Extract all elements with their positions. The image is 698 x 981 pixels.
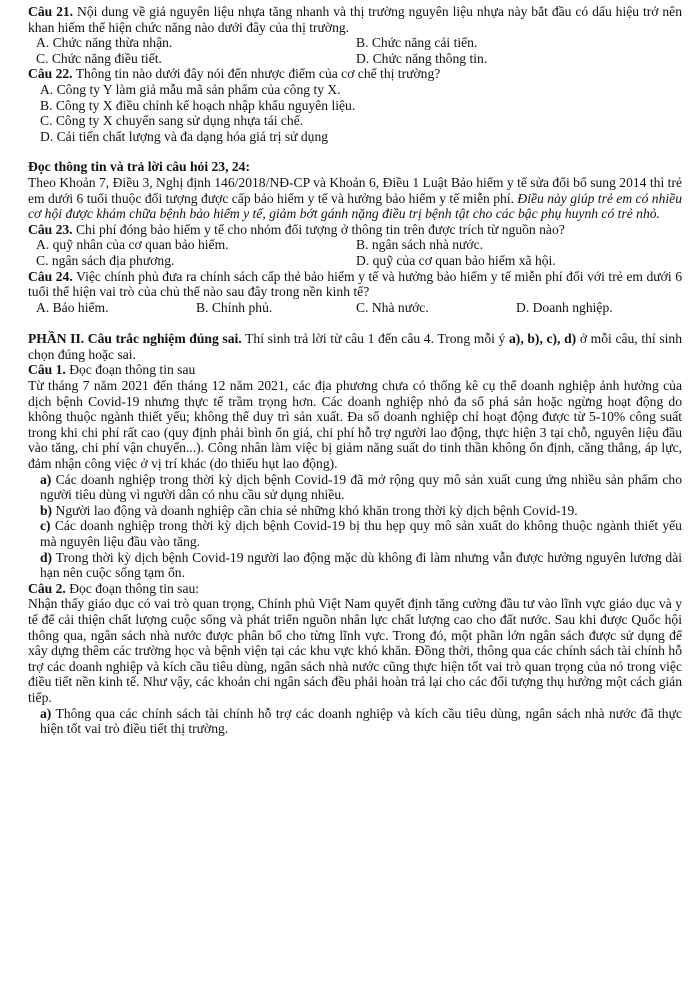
question-2-passage: Nhận thấy giáo dục có vai trò quan trọng, Chính phủ Việt Nam quyết định tăng cường đầu tư vào lĩnh vực giáo dục và y tế để cải thiện chất lượng cuộc sống và phát triển nguồn nhân lực chất lượng cao cho đất nước. Sau khi được Quốc hội thông qua, ngân sách nhà nước được phân bổ cho từng lĩnh vực. Trong đó, một phần lớn ngân sách được sử dụng để xây dựng thêm các trường học và bệnh viện tại các khu vực khó khăn. Đồng thời, thông qua các chính sách tài chính hỗ trợ các doanh nghiệp và kích cầu tiêu dùng, ngân sách nhà nước cũng thực hiện tốt vai trò quan trọng của nó trong việc điều tiết nền kinh tế. Như vậy, các khoản chi ngân sách đều phải hoàn trả lại cho các đối tượng thụ hưởng một cách gián tiếp.: [28, 596, 682, 705]
question-number: Câu 21.: [28, 4, 74, 19]
option-b: B. ngân sách nhà nước.: [356, 237, 484, 253]
option-c: C. Công ty X chuyển sang sử dụng nhựa tái chế.: [40, 113, 304, 129]
statement-c: [28, 518, 682, 549]
statement-text: Thông qua các chính sách tài chính hỗ trợ các doanh nghiệp và kích cầu tiêu dùng, ngân sách nhà nước đã thực hiện tốt vai trò điều tiết thị trường.: [40, 705, 683, 737]
statement-d: [28, 550, 682, 581]
option-a: A. Công ty Y làm giả mẫu mã sản phẩm của công ty X.: [40, 81, 341, 97]
option-b: B. Chức năng cải tiến.: [356, 35, 478, 51]
statement-text: Các doanh nghiệp trong thời kỳ dịch bệnh Covid-19 bị thu hẹp quy mô sản xuất do không thuộc ngành thiết yếu mà nguyên liệu đầu vào tăng.: [40, 518, 682, 549]
part2-intro-end: ở mỗi câu, thí sinh chọn đúng hoặc sai.: [28, 331, 682, 362]
question-text: Việc chính phủ đưa ra chính sách cấp thẻ bảo hiểm y tế và hưởng bảo hiểm y tế miễn phí đối với trẻ em dưới 6 tuổi thể hiện vai trò của chủ thể nào sau đây trong nền kinh tế?: [28, 268, 682, 300]
reading-passage: [28, 175, 682, 222]
option-a: A. Chức năng thừa nhận.: [36, 35, 173, 51]
question-22: [28, 66, 682, 82]
statement-label: a): [40, 705, 52, 721]
options-row: [28, 237, 682, 253]
statement-label: b): [40, 502, 53, 518]
option-c: C. ngân sách địa phương.: [36, 252, 175, 268]
question-number: Câu 22.: [28, 66, 73, 82]
reading-title: Đọc thông tin và trả lời câu hỏi 23, 24:: [28, 159, 251, 175]
option-b: B. Chính phủ.: [196, 299, 273, 315]
statement-label: d): [40, 549, 53, 565]
options-row: [28, 51, 682, 67]
question-number: Câu 1.: [28, 362, 66, 378]
option-c: C. Chức năng điều tiết.: [36, 50, 162, 66]
option-c: C. Nhà nước.: [356, 299, 429, 315]
reading-text: Theo Khoản 7, Điều 3, Nghị định 146/2018/NĐ-CP và Khoản 6, Điều 1 Luật Bảo hiểm y tế sửa đổi bổ sung 2014 thì trẻ em dưới 6 tuổi thuộc đối tượng được cấp bảo hiểm y tế và hưởng bảo hiểm y tế miễn phí.: [28, 174, 682, 206]
part2-title: PHẦN II. Câu trắc nghiệm đúng sai.: [28, 331, 242, 347]
option-b: B. Công ty X điều chỉnh kế hoạch nhập khẩu nguyên liệu.: [40, 97, 356, 113]
option-d: D. Doanh nghiệp.: [516, 299, 613, 315]
part2-options: a), b), c), d): [509, 331, 577, 347]
option-a: A. Bảo hiểm.: [36, 299, 109, 315]
question-text: Thông tin nào dưới đây nói đến nhược điểm của cơ chế thị trường?: [75, 66, 441, 82]
options-row: [28, 35, 682, 51]
statement-label: c): [40, 518, 51, 534]
statement-b: [28, 503, 682, 519]
statement-a: [28, 472, 682, 503]
question-23: [28, 222, 682, 238]
spacer: [28, 315, 682, 331]
question-21: [28, 4, 682, 35]
options-row: [28, 300, 682, 316]
question-2: [28, 581, 682, 597]
part2-header: [28, 331, 682, 362]
statement-label: a): [40, 471, 52, 487]
question-heading: Đọc đoạn thông tin sau: [69, 362, 196, 378]
question-1-passage: Từ tháng 7 năm 2021 đến tháng 12 năm 2021, các địa phương chưa có thống kê cụ thể doanh nghiệp ảnh hưởng của dịch bệnh Covid-19 nhưng thực tế trầm trọng hơn. Các doanh nghiệp nhỏ đa số phá sản hoặc ngừng hoạt động do không thuộc ngành thiết yếu; không thể duy trì sản xuất. Đa số doanh nghiệp chỉ hoạt động được từ 5-10% công suất trong khi chi phí rất cao (quy định phải bình ổn giá, chi phí hỗ trợ người lao động, thực hiện 3 tại chỗ, nguyên liệu đầu vào tăng, chi phí vận chuyển...). Công nhân làm việc bị giảm năng suất do tinh thần không ổn định, căng thẳng, áp lực, đảm nhận công việc ở vị trí khác (do thiếu hụt lao động).: [28, 378, 682, 472]
statement-a: [28, 706, 682, 737]
question-24: [28, 269, 682, 300]
question-number: Câu 2.: [28, 580, 66, 596]
options-row: [28, 253, 682, 269]
statement-text: Trong thời kỳ dịch bệnh Covid-19 người lao động mặc dù không đi làm nhưng vẫn được hưởng nguyên lương dài hạn nên cuộc sống tạm ổn.: [40, 549, 682, 581]
part2-intro: Thí sinh trả lời từ câu 1 đến câu 4. Trong mỗi ý: [245, 331, 506, 347]
question-text: Chi phí đóng bảo hiểm y tế cho nhóm đối tượng ở thông tin trên được trích từ nguồn nào?: [75, 221, 565, 237]
option-d: D. Cải tiến chất lượng và đa dạng hóa giá trị sử dụng: [40, 128, 329, 144]
statement-text: Các doanh nghiệp trong thời kỳ dịch bệnh Covid-19 đã mở rộng quy mô sản xuất cung ứng nhiều sản phẩm cho người tiêu dùng vì người dân có nhu cầu sử dụng nhiều.: [40, 471, 683, 503]
question-1: [28, 362, 682, 378]
option-d: D. Chức năng thông tin.: [356, 50, 488, 66]
question-heading: Đọc đoạn thông tin sau:: [69, 580, 200, 596]
reading-italic: Điều này giúp trẻ em có nhiều cơ hội được khám chữa bệnh bảo hiểm y tế, giảm bớt gánh nặng điều trị bệnh tật cho các bậc phụ huynh có trẻ nhỏ.: [28, 190, 682, 222]
spacer: [28, 144, 682, 159]
option-d: D. quỹ của cơ quan bảo hiểm xã hội.: [356, 252, 556, 268]
question-number: Câu 24.: [28, 268, 73, 284]
statement-text: Người lao động và doanh nghiệp cần chia sẻ những khó khăn trong thời kỳ dịch bệnh Covid-19.: [55, 502, 578, 518]
question-number: Câu 23.: [28, 221, 73, 237]
option-a: A. quỹ nhân của cơ quan bảo hiểm.: [36, 237, 229, 253]
question-text: Nội dung về giá nguyên liệu nhựa tăng nhanh và thị trường nguyên liệu nhựa này bắt đầu có dấu hiệu trở nên khan hiếm thể hiện chức năng nào dưới đây của thị trường.: [28, 4, 682, 35]
